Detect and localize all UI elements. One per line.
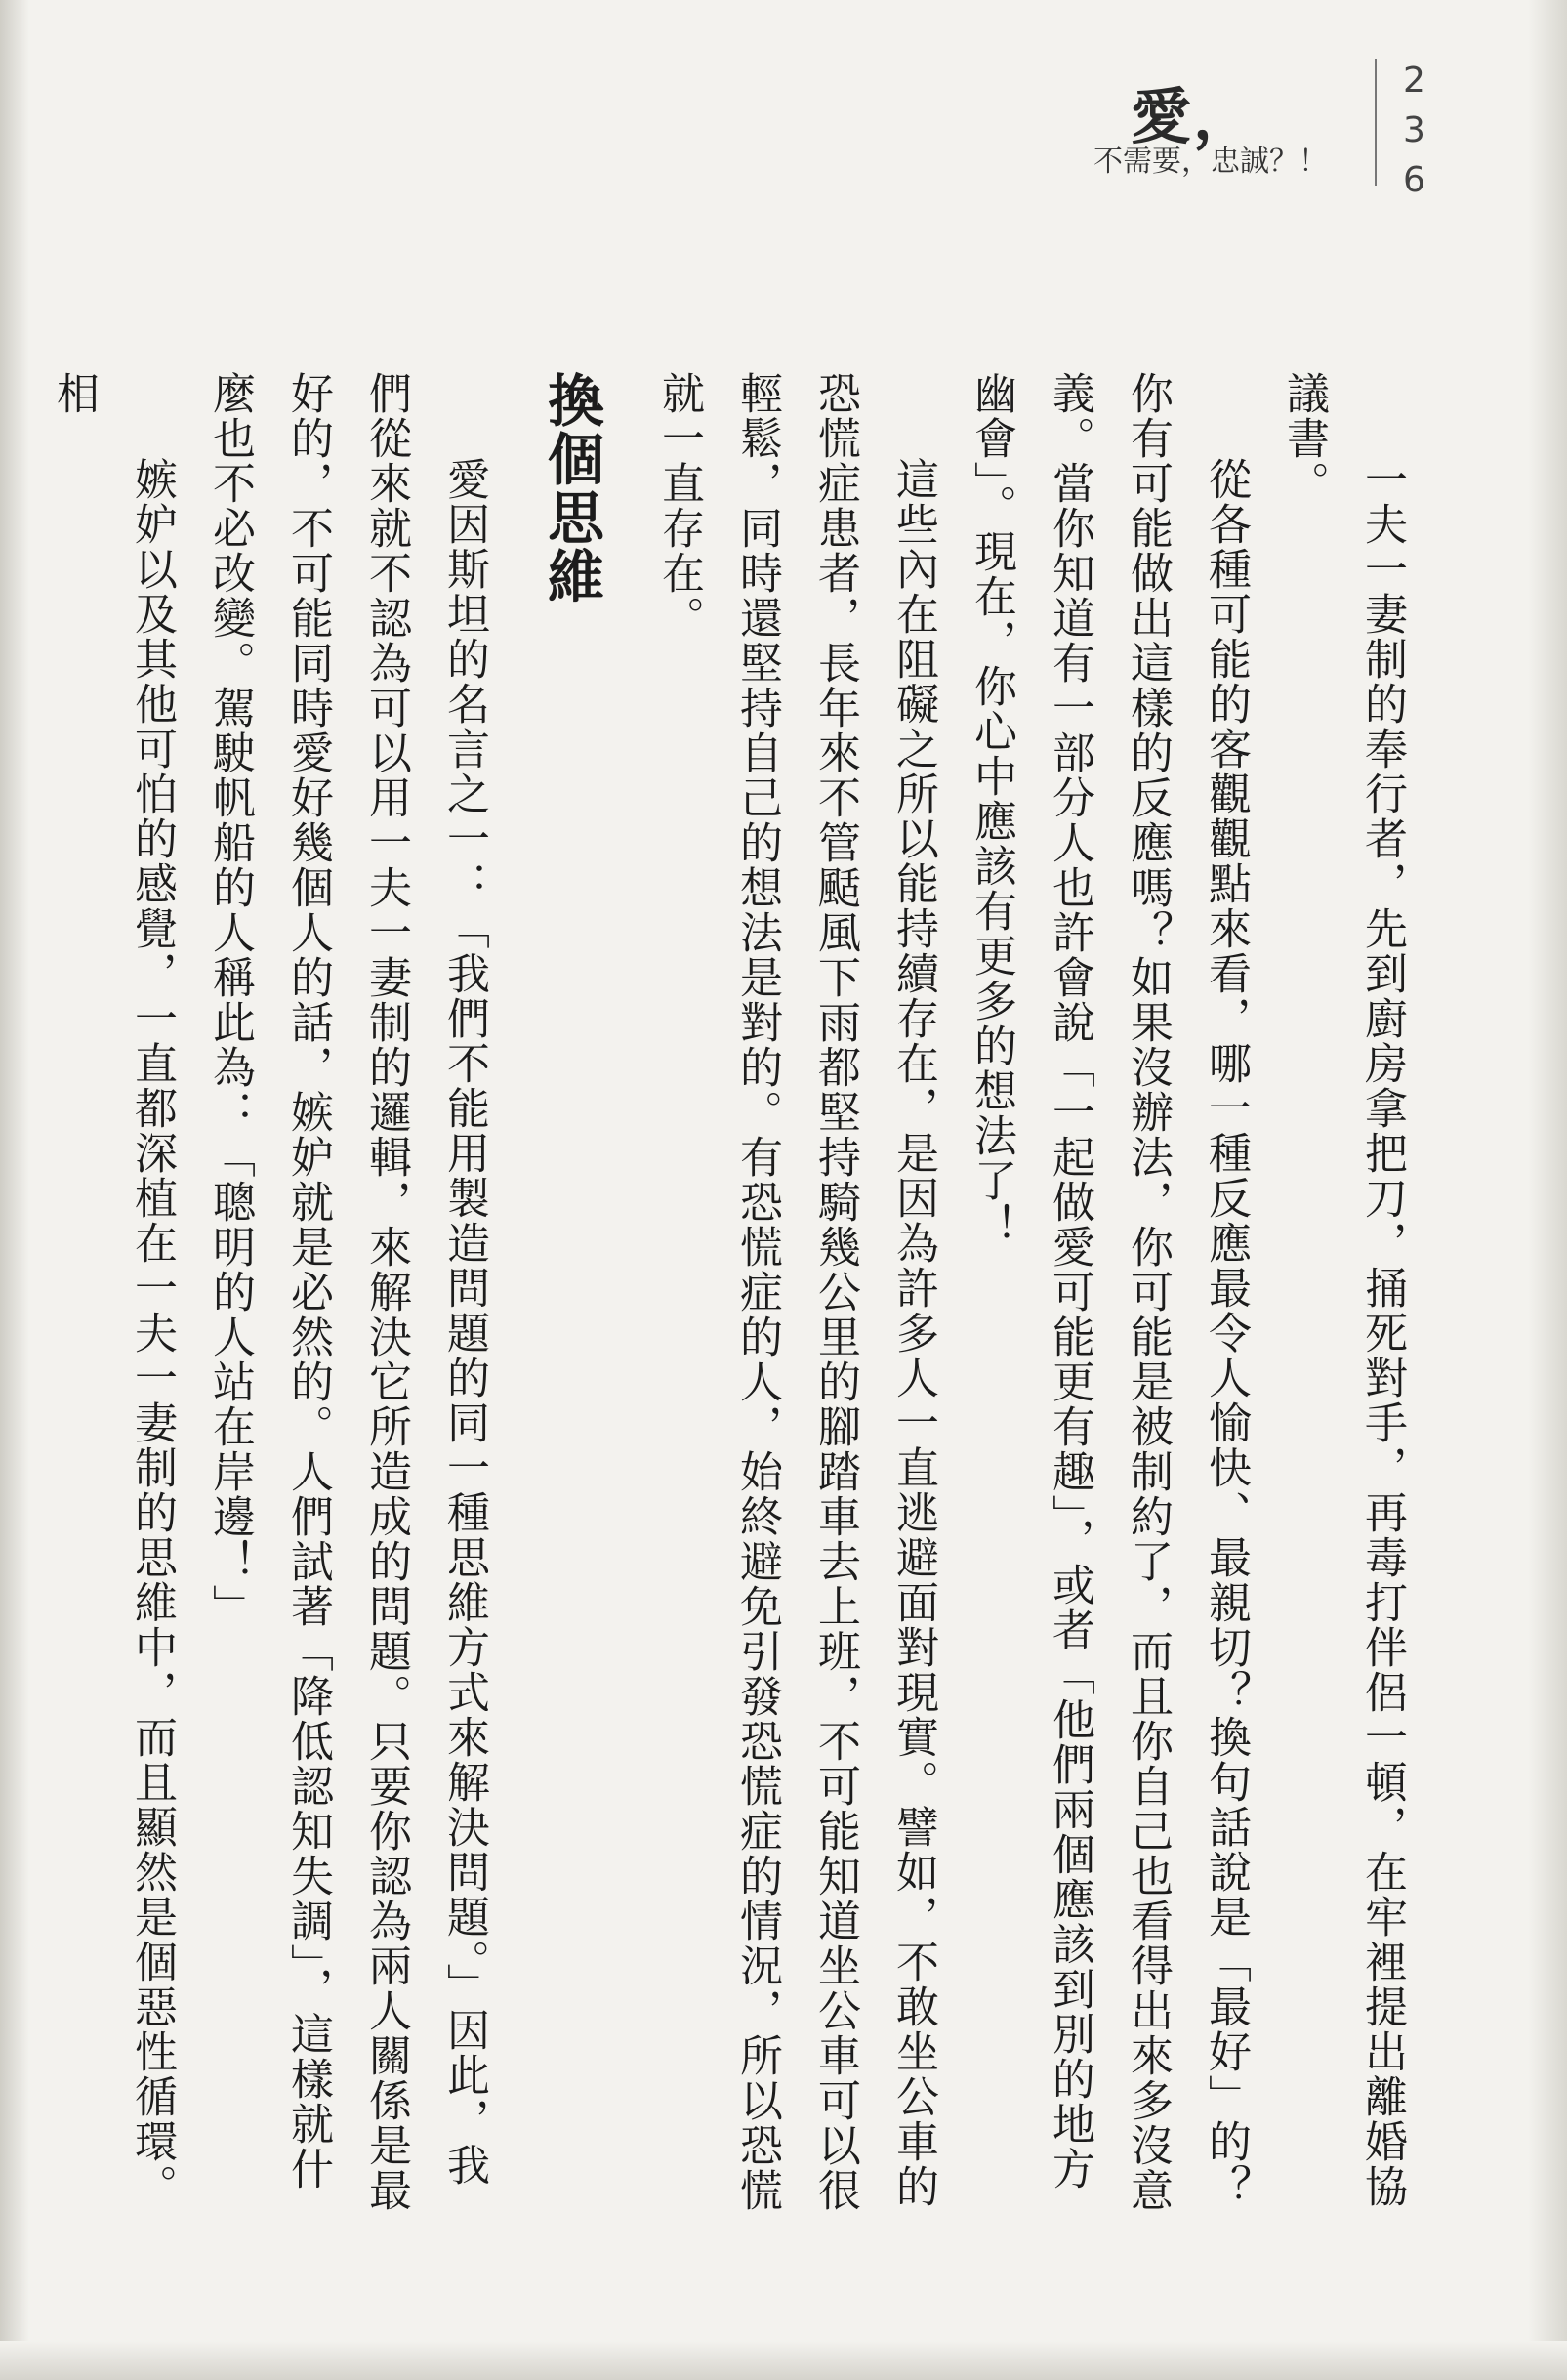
page-edge-bottom [0,2341,1567,2380]
paragraph: 一夫一妻制的奉行者，先到廚房拿把刀，捅死對手，再毒打伴侶一頓，在牢裡提出離婚協議書。 [1279,371,1407,2209]
vertical-body-text [34,371,1421,2217]
paragraph: 愛因斯坦的名言之一：「我們不能用製造問題的同一種思維方式來解決問題。」因此，我們從來就不認為可以用一夫一妻制的邏輯，來解決它所造成的問題。只要你認為兩人關係是最好的，不可能同時愛好幾個人的話，嫉妒就是必然的。人們試著「降低認知失調」，這樣就什麼也不必改變。駕駛帆船的人稱此為：「聰明的人站在岸邊！」 [205,371,489,2213]
page-number: 236 [1394,61,1434,210]
page-edge-left [0,0,29,2380]
paragraph: 嫉妒以及其他可怕的感覺，一直都深植在一夫一妻制的思維中，而且顯然是個惡性循環。相 [49,371,177,2209]
paragraph: 從各種可能的客觀觀點來看，哪一種反應最令人愉快、最親切？換句話說是「最好」的？你有可能做出這樣的反應嗎？如果沒辦法，你可能是被制約了，而且你自己也看得出來多沒意義。當你知道有一部分人也許會說「一起做愛可能更有趣」，或者「他們兩個應該到別的地方幽會」。現在，你心中應該有更多的想法了！ [967,371,1251,2213]
page-edge-right [1528,0,1567,2380]
section-heading: 換個思維 [538,371,604,605]
paragraph: 這些內在阻礙之所以能持續存在，是因為許多人一直逃避面對現實。譬如，不敢坐公車的恐慌症患者，長年來不管颳風下雨都堅持騎幾公里的腳踏車去上班，不可能知道坐公車可以很輕鬆，同時還堅持自己的想法是對的。有恐慌症的人，始終避免引發恐慌症的情況，所以恐慌就一直存在。 [654,371,938,2213]
running-header-title: 愛， [1131,81,1257,152]
running-header-subtitle: 不需要，忠誠？！ [1093,145,1328,179]
header-divider [1375,59,1377,186]
